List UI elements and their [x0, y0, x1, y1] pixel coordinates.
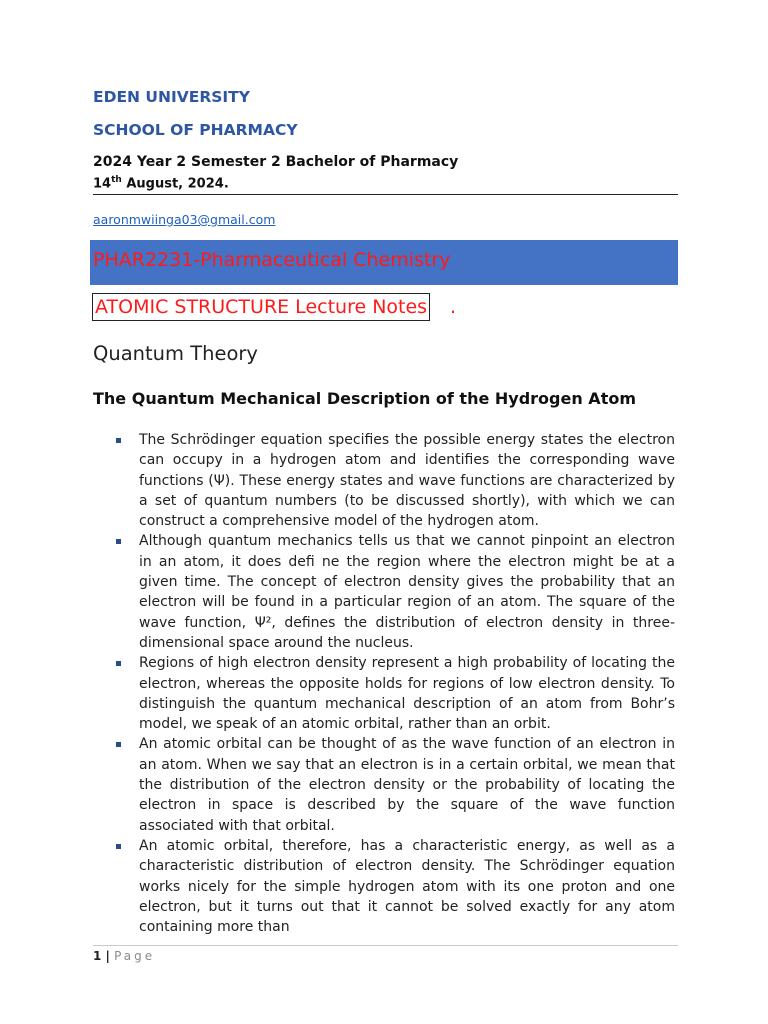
list-item: [93, 734, 675, 835]
list-item-text: Regions of high electron density represent a high probability of locating the electron, whereas the opposite holds for regions of low electron density. To distinguish the quantum mechanical description of an atom from Bohr’s model, we speak of an atomic orbital, rather than an orbit.: [139, 655, 675, 733]
list-item-text: The Schrödinger equation specifies the possible energy states the electron can occupy in a hydrogen atom and identifies the corresponding wave functions (Ψ). These energy states and wave functions are characterized by a set of quantum numbers (to be discussed shortly), with which we can construct a comprehensive model of the hydrogen atom.: [139, 432, 675, 530]
school-name: SCHOOL OF PHARMACY: [93, 121, 298, 139]
date-suffix: th: [111, 175, 122, 185]
list-item: [93, 836, 675, 937]
square-bullet-icon: [116, 844, 121, 849]
square-bullet-icon: [116, 742, 121, 747]
list-item-text: Although quantum mechanics tells us that we cannot pinpoint an electron in an atom, it does defi ne the region where the electron might be at a given time. The concept of electron density gives the probability that an electron will be found in a particular region of an atom. The square of the wave function, Ψ², defines the distribution of electron density in three-dimensional space around the nucleus.: [139, 533, 675, 651]
date-day: 14: [93, 176, 112, 192]
header-divider: [93, 194, 678, 195]
page-separator: |: [101, 949, 115, 963]
square-bullet-icon: [116, 661, 121, 666]
page-label: Page: [114, 949, 156, 963]
bullet-list: [93, 430, 675, 937]
lecture-notes-box: [92, 293, 430, 321]
list-item-text: An atomic orbital, therefore, has a characteristic energy, as well as a characteristic distribution of electron density. The Schrödinger equation works nicely for the simple hydrogen atom with its one proton and one electron, but it turns out that it cannot be solved exactly for any atom containing more than: [139, 837, 675, 936]
footer-divider: [93, 945, 678, 946]
programme-line: 2024 Year 2 Semester 2 Bachelor of Pharmacy: [93, 154, 459, 170]
page-footer: [93, 949, 155, 963]
email-link[interactable]: aaronmwiinga03@gmail.com: [93, 212, 276, 227]
course-title: PHAR2231-Pharmaceutical Chemistry: [93, 249, 451, 271]
section-heading: Quantum Theory: [93, 342, 258, 365]
square-bullet-icon: [116, 438, 121, 443]
list-item-text: An atomic orbital can be thought of as the wave function of an electron in an atom. When we say that an electron is in a certain orbital, we mean that the distribution of the electron density or the probability of locating the electron in space is described by the square of the wave function associated with that orbital.: [139, 736, 675, 834]
list-item: [93, 531, 675, 653]
lecture-notes-period: .: [450, 296, 457, 318]
list-item: [93, 653, 675, 734]
square-bullet-icon: [116, 539, 121, 544]
date-rest: August, 2024.: [121, 176, 229, 192]
section-subheading: The Quantum Mechanical Description of the Hydrogen Atom: [93, 389, 636, 408]
list-item: [93, 430, 675, 531]
university-name: EDEN UNIVERSITY: [93, 88, 250, 106]
page-number: 1: [93, 949, 102, 963]
date-line: [93, 175, 229, 191]
lecture-notes-title: ATOMIC STRUCTURE Lecture Notes: [95, 296, 428, 318]
